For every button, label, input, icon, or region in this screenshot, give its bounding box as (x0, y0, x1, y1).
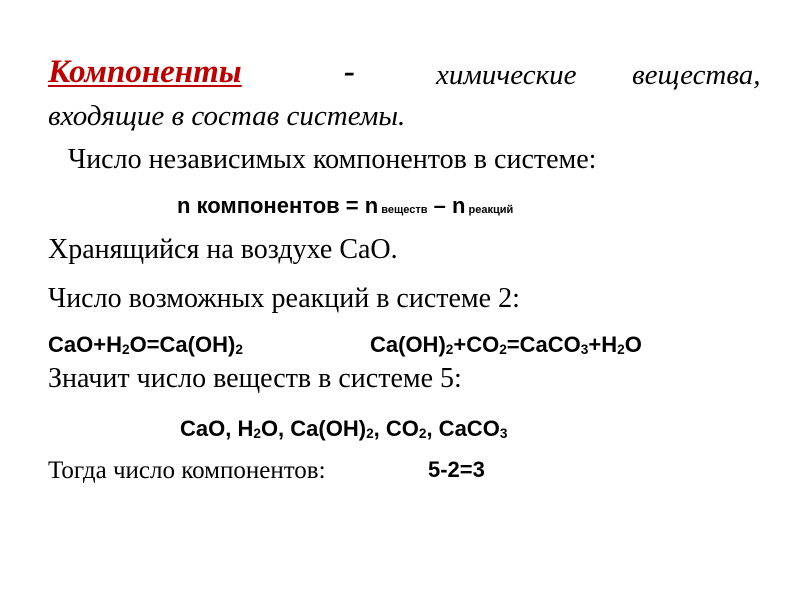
formula-minus: – (427, 193, 453, 218)
formula-n-substances: n (364, 193, 379, 218)
reactions-line (48, 332, 642, 358)
substance-count-text: Значит число веществ в системе 5: (48, 363, 462, 394)
term-components: Компоненты (48, 54, 242, 90)
components-count-text: Тогда число компонентов: (48, 457, 326, 484)
formula-components-label: компонентов = (190, 193, 365, 218)
formula-reactions-subscript: реакций (465, 204, 514, 216)
reaction-2: Ca(OH)2+CO2=CaCO3+H2O (370, 332, 642, 357)
possible-reactions-text: Число возможных реакций в системе 2: (48, 283, 520, 314)
formula-n-components: n (177, 193, 191, 218)
definition-word-substances: вещества, (632, 59, 761, 91)
components-formula (177, 193, 513, 219)
reaction-1: CaO+H2O=Ca(OH)2 (48, 332, 243, 357)
definition-dash: - (344, 54, 355, 90)
definition-line-1 (48, 54, 761, 96)
formula-substances-subscript: веществ (378, 204, 428, 216)
formula-n-reactions: n (452, 193, 466, 218)
stored-in-air-text: Хранящийся на воздухе CaO. (48, 234, 398, 265)
definition-line-2: входящие в состав системы. (48, 100, 406, 132)
definition-word-chemical: химические (436, 59, 577, 91)
substances-list: CaO, H2O, Ca(OH)2, CO2, CaCO3 (180, 416, 508, 441)
independent-components-text: Число независимых компонентов в системе: (68, 144, 597, 175)
components-calculation: 5-2=3 (428, 457, 485, 482)
